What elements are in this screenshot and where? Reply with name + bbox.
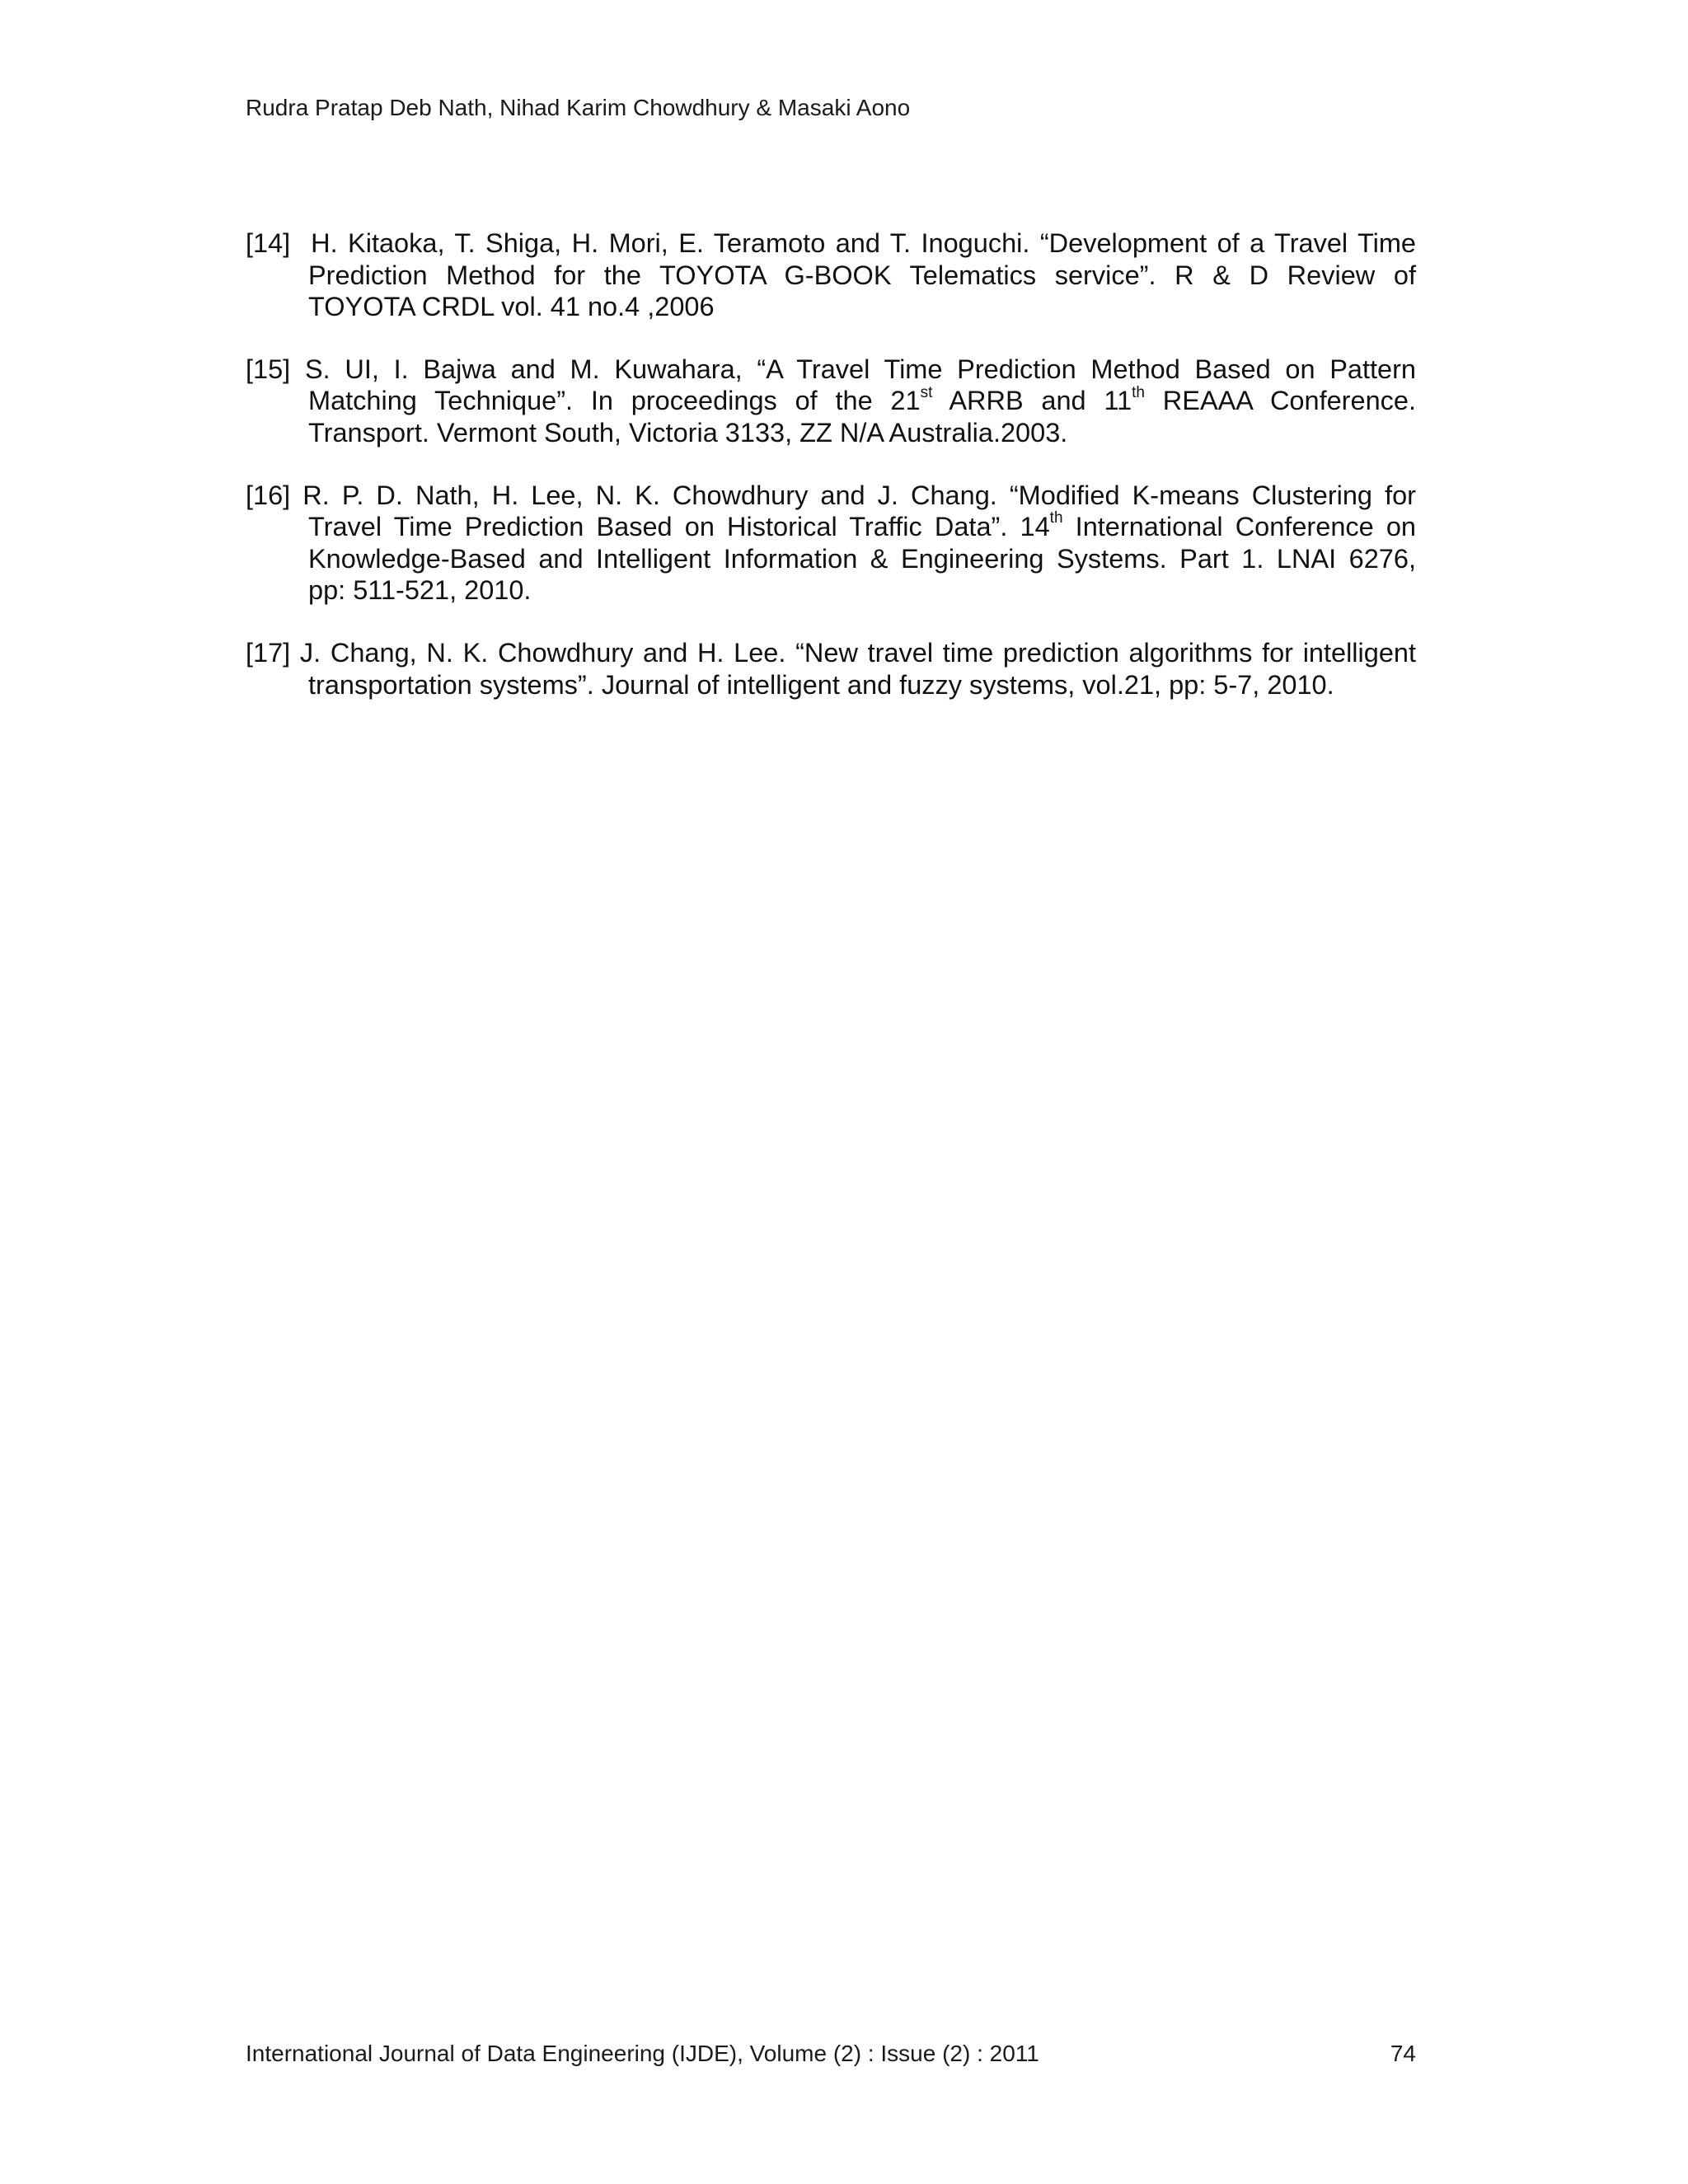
- reference-line: Transport. Vermont South, Victoria 3133, ZZ N/A Australia.2003.: [308, 417, 1068, 448]
- reference-line: Knowledge-Based and Intelligent Information & Engineering Systems. Part 1. LNAI 6276,: [308, 543, 1416, 574]
- reference-line: Travel Time Prediction Based on Historical Traffic Data”. 14th International Conference on: [308, 509, 1417, 542]
- reference-number: [15]: [246, 354, 291, 384]
- reference-number: [16]: [246, 480, 291, 510]
- reference-15: [246, 354, 1416, 449]
- reference-line: [17] J. Chang, N. K. Chowdhury and H. Lee. “New travel time prediction algorithms for intelligent: [246, 637, 1417, 668]
- superscript: th: [1132, 383, 1146, 401]
- reference-line: Prediction Method for the TOYOTA G-BOOK Telematics service”. R & D Review of: [308, 260, 1416, 290]
- running-header: [246, 94, 910, 122]
- reference-number: [17]: [246, 637, 291, 668]
- header-authors: Rudra Pratap Deb Nath, Nihad Karim Chowdhury & Masaki Aono: [246, 95, 911, 120]
- reference-line: [14] H. Kitaoka, T. Shiga, H. Mori, E. Teramoto and T. Inoguchi. “Development of a Travel Time: [246, 228, 1417, 258]
- superscript: st: [920, 383, 933, 401]
- reference-line: pp: 511-521, 2010.: [308, 575, 532, 606]
- reference-17: [246, 637, 1416, 701]
- reference-line: TOYOTA CRDL vol. 41 no.4 ,2006: [308, 292, 715, 322]
- reference-list: [246, 227, 1416, 731]
- reference-16: [246, 480, 1416, 607]
- footer-journal: International Journal of Data Engineering (IJDE), Volume (2) : Issue (2) : 2011: [246, 2041, 1039, 2066]
- reference-line: transportation systems”. Journal of intelligent and fuzzy systems, vol.21, pp: 5-7, 2010.: [308, 669, 1334, 700]
- page-number: 74: [1390, 2041, 1416, 2066]
- reference-line: [16] R. P. D. Nath, H. Lee, N. K. Chowdhury and J. Chang. “Modified K-means Clustering for: [246, 480, 1416, 510]
- running-footer: [246, 2040, 1416, 2068]
- reference-14: [246, 227, 1416, 323]
- superscript: th: [1049, 509, 1063, 527]
- reference-line: Matching Technique”. In proceedings of the 21st ARRB and 11th REAAA Conference.: [308, 383, 1417, 416]
- reference-number: [14]: [246, 228, 291, 258]
- reference-line: [15] S. UI, I. Bajwa and M. Kuwahara, “A Travel Time Prediction Method Based on Pattern: [246, 354, 1417, 384]
